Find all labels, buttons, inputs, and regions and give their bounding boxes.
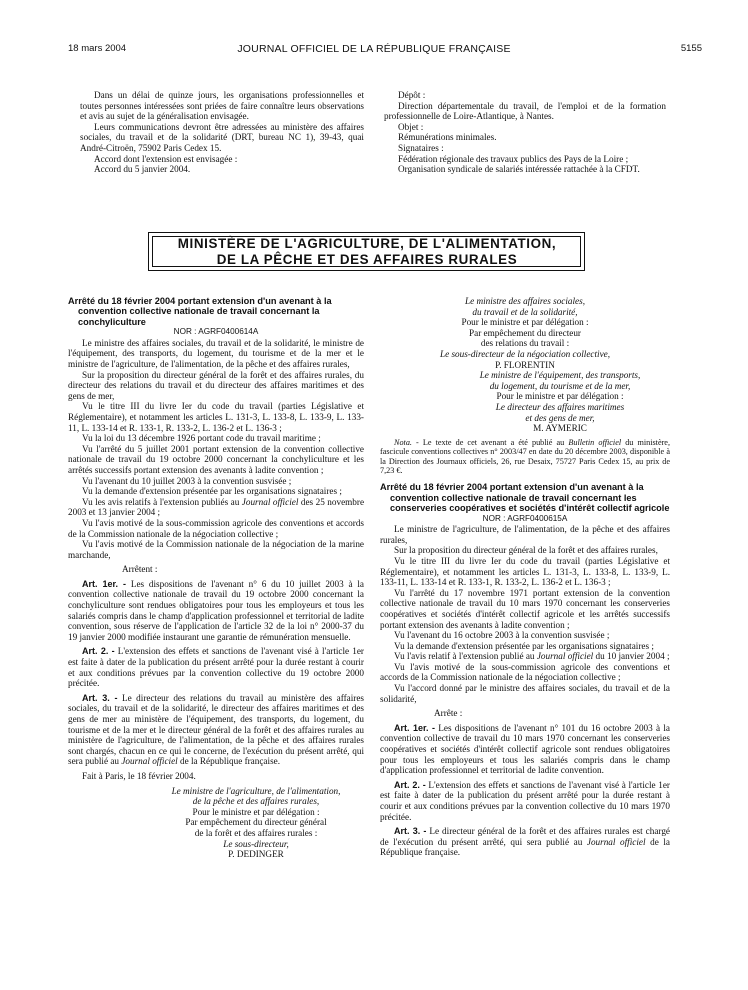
top-right-section	[384, 90, 666, 175]
paragraph: Accord dont l'extension est envisagée :	[94, 153, 238, 164]
signature-line: Le ministre de l'équipement, des transports,	[479, 370, 641, 381]
depot-text: Direction départementale du travail, de l'emploi et de la formation professionnelle de Loire-Atlantique, à Nantes.	[384, 100, 666, 122]
paragraph: Vu l'avenant du 16 octobre 2003 à la convention susvisée ;	[394, 630, 610, 641]
article-3	[68, 693, 364, 767]
signature-line: Par empêchement du directeur	[469, 327, 581, 338]
paragraph: Vu l'avis motivé de la Commission nationale de la négociation de la marine marchande,	[68, 539, 364, 560]
article-label: Art. 2. -	[82, 646, 115, 657]
signature-block	[68, 786, 364, 860]
article-text: Le directeur des relations du travail au ministère des affaires sociales, du travail et de la solidarité, le directeur des affaires maritimes et des gens de mer au ministère de l'équipement, des transports, du logement, du tourisme et de la mer et le directeur général de la forêt et des affaires rurales au ministère de l'agriculture, de l'alimentation, de la pêche et des affaires rurales sont chargés, chacun en ce qui le concerne, de l'exécution du présent arrêté, qui sera publié au	[68, 692, 364, 767]
signature-line: Par empêchement du directeur général	[185, 817, 327, 828]
signataire: Organisation syndicale de salariés intéressée rattachée à la CFDT.	[398, 164, 640, 175]
paragraph: Vu la loi du 13 décembre 1926 portant code du travail maritime ;	[82, 433, 321, 444]
text: des 25 novembre 2003 et 13 janvier 2004 ;	[68, 496, 365, 518]
text: de la République française.	[380, 836, 670, 858]
arrete2-title: Arrêté du 18 février 2004 portant extension d'un avenant à la convention collective nationale de travail concernant les conserveries coopératives et sociétés d'intérêt collectif agricole	[380, 482, 670, 514]
signature-line: Le sous-directeur de la négociation collective,	[439, 348, 611, 359]
text: de la République française.	[177, 756, 281, 767]
nota-label: Nota. -	[394, 437, 419, 447]
paragraph: Dans un délai de quinze jours, les organisations professionnelles et toutes personnes intéressées sont priées de faire connaître leurs observations et avis au sujet de la généralisation envisagée.	[80, 90, 364, 122]
right-column	[380, 296, 670, 858]
article-label: Art. 1er. -	[82, 578, 127, 589]
signature-line: du travail et de la solidarité,	[472, 306, 578, 317]
fait-a-paris: Fait à Paris, le 18 février 2004.	[82, 770, 196, 781]
arretent: Arrêtent :	[122, 564, 158, 575]
signature-block	[380, 296, 670, 370]
depot-label: Dépôt :	[398, 90, 426, 100]
signature-line: Pour le ministre et par délégation :	[496, 391, 624, 402]
article-label: Art. 1er. -	[394, 722, 435, 733]
paragraph: Vu l'avis motivé de la sous-commission agricole des conventions et accords de la Commission nationale de la négociation collective ;	[380, 661, 670, 683]
article-text: Les dispositions de l'avenant n° 101 du 16 octobre 2003 à la convention collective de travail du 10 mars 1970 concernant les conserveries coopératives et sociétés d'intérêt collectif agricole sont rendues obligatoires pour tous les employeurs et tous les salariés compris dans le champ d'application professionnel et territorial de ladite convention.	[380, 722, 670, 776]
article-label: Art. 2. -	[394, 779, 426, 790]
signature-line: Le directeur des affaires maritimes	[495, 401, 625, 412]
signataire: Fédération régionale des travaux publics des Pays de la Loire ;	[398, 153, 629, 164]
objet-label: Objet :	[398, 121, 424, 132]
text: Journal officiel	[586, 836, 646, 847]
article-3	[380, 826, 670, 858]
paragraph: Vu l'arrêté du 17 novembre 1971 portant extension de la convention collective nationale de travail du 10 mars 1970 concernant les conserveries coopératives et sociétés d'intérêt collectif agricole et les arrêtés successifs portant extension des avenants à ladite convention ;	[380, 587, 670, 630]
nota	[380, 438, 670, 476]
paragraph: Vu le titre III du livre Ier du code du travail (parties Législative et Réglementaire), et notamment les articles L. 131-3, L. 133-8, L. 133-9, L. 133-11, L. 133-14 et R. 133-1, R. 133-2, L. 136-2 et L. 136-3 ;	[380, 555, 670, 588]
paragraph	[68, 497, 364, 518]
text: du 10 janvier 2004 ;	[593, 651, 670, 662]
signatory: M. AYMERIC	[533, 423, 587, 434]
paragraph: Le ministre de l'agriculture, de l'alimentation, de la pêche et des affaires rurales,	[380, 524, 670, 545]
signature-line: et des gens de mer,	[525, 412, 595, 423]
signature-line: Pour le ministre et par délégation :	[192, 806, 320, 817]
paragraph: Vu la demande d'extension présentée par les organisations signataires ;	[394, 640, 654, 651]
article-1	[380, 723, 670, 776]
paragraph: Vu le titre III du livre Ier du code du travail (parties Législative et Réglementaire), et notamment les articles L. 131-3, L. 133-8, L. 133-9, L. 133-11, L. 133-14 et R. 133-1, R. 133-2, L. 136-2 et L. 136-3 ;	[68, 401, 364, 433]
article-label: Art. 3. -	[394, 826, 427, 837]
page-number: 5155	[680, 43, 702, 54]
top-left-section	[80, 90, 364, 175]
paragraph: Sur la proposition du directeur général de la forêt et des affaires rurales,	[394, 545, 658, 556]
arrete1-title: Arrêté du 18 février 2004 portant extension d'un avenant à la convention collective nationale de travail concernant la conchyliculture	[68, 296, 332, 327]
text: du ministère, fascicule conventions collectives n° 2003/47 en date du 20 décembre 2003, disponible à la Direction des Journaux officiels, 26, rue Desaix, 75727 Paris Cedex 15, au prix de 7,23 €.	[380, 437, 670, 475]
article-2	[380, 780, 670, 822]
arrete2-nor: NOR : AGRF0400615A	[482, 513, 568, 523]
ministry-title-line: DE LA PÊCHE ET DES AFFAIRES RURALES	[216, 251, 518, 267]
text: Journal officiel	[121, 756, 178, 767]
signataires-label: Signataires :	[398, 142, 444, 153]
text: Le texte de cet avenant a été publié au	[418, 437, 569, 447]
arrete1-nor: NOR : AGRF0400614A	[173, 327, 259, 337]
signatory: P. FLORENTIN	[495, 359, 555, 370]
signature-line: du logement, du tourisme et de la mer,	[489, 380, 631, 391]
ministry-title	[0, 236, 734, 267]
header-date: 18 mars 2004	[68, 43, 127, 54]
paragraph: Le ministre des affaires sociales, du travail et de la solidarité, le ministre de l'équipement, des transports, du logement, du tourisme et de la mer et le ministre de l'agriculture, de l'alimentation, de la pêche et des affaires rurales,	[68, 337, 364, 369]
signature-line: Le ministre des affaires sociales,	[464, 296, 586, 306]
article-text: Les dispositions de l'avenant n° 6 du 10 juillet 2003 à la convention collective nationale de travail du 19 octobre 2000 concernant la conchyliculture sont rendues obligatoires pour tous les employeurs et tous les salariés compris dans le champ d'application professionnel et territorial de ladite convention, sous réserve de l'application de l'article 32 de la loi n° 2000-37 du 19 janvier 2000 modifiée instaurant une garantie de rémunération mensuelle.	[68, 578, 365, 642]
paragraph: Leurs communications devront être adressées au ministère des affaires sociales, du travail et de la solidarité (DRT, bureau NC 1), 39-43, quai André-Citroën, 75902 Paris Cedex 15.	[80, 121, 364, 153]
journal-title: JOURNAL OFFICIEL DE LA RÉPUBLIQUE FRANÇAISE	[237, 43, 511, 55]
arrete1-column	[68, 296, 364, 860]
signature-line: Le ministre de l'agriculture, de l'alimentation,	[171, 785, 341, 796]
ministry-title-line: MINISTÈRE DE L'AGRICULTURE, DE L'ALIMENTATION,	[177, 236, 557, 251]
article-text: Le directeur général de la forêt et des affaires rurales est chargé de l'exécution du présent arrêté, qui sera publié au	[380, 826, 670, 847]
paragraph: Vu l'arrêté du 5 juillet 2001 portant extension de la convention collective nationale de travail du 19 octobre 2000 concernant la conchyliculture et les arrêtés successifs portant extension des avenants à ladite convention ;	[68, 443, 364, 475]
text: Vu l'avis relatif à l'extension publié au	[394, 651, 537, 662]
signature-line: de la forêt et des affaires rurales :	[194, 827, 318, 838]
signatory: P. DEDINGER	[228, 849, 284, 860]
objet-text: Rémunérations minimales.	[398, 132, 497, 143]
article-text: L'extension des effets et sanctions de l'avenant visé à l'article 1er est faite à dater de la publication du présent arrêté pour la durée restant à courir et aux conditions prévues par la convention collective du 19 octobre 2000 précitée.	[68, 646, 364, 689]
paragraph: Accord du 5 janvier 2004.	[94, 164, 191, 175]
signature-line: de la pêche et des affaires rurales,	[192, 796, 320, 807]
article-1	[68, 579, 364, 643]
paragraph: Sur la proposition du directeur général de la forêt et des affaires rurales, du directeur des relations du travail et du directeur des affaires maritimes et des gens de mer,	[68, 369, 364, 401]
text: Journal officiel	[536, 651, 594, 662]
paragraph: Vu l'avenant du 10 juillet 2003 à la convention susvisée ;	[82, 475, 292, 486]
article-label: Art. 3. -	[82, 692, 118, 703]
text: Vu les avis relatifs à l'extension publiés au	[82, 496, 242, 507]
signature-line: Le sous-directeur,	[223, 838, 289, 849]
article-2	[68, 646, 364, 688]
text: Journal officiel	[241, 496, 299, 507]
text: Bulletin officiel	[568, 437, 622, 447]
paragraph: Vu l'accord donné par le ministre des affaires sociales, du travail et de la solidarité,	[380, 683, 670, 704]
signature-line: des relations du travail :	[480, 338, 570, 349]
arrete: Arrête :	[434, 708, 463, 719]
paragraph: Vu l'avis motivé de la sous-commission agricole des conventions et accords de la Commission nationale de la négociation collective ;	[68, 517, 364, 539]
article-text: L'extension des effets et sanctions de l'avenant visé à l'article 1er est faite à dater de la publication du présent arrêté pour la durée restant à courir et aux conditions prévues par la convention collective du 10 mars 1970 précitée.	[380, 779, 670, 822]
signature-line: Pour le ministre et par délégation :	[461, 317, 589, 328]
paragraph: Vu la demande d'extension présentée par les organisations signataires ;	[82, 486, 342, 497]
paragraph	[380, 651, 670, 662]
signature-block	[380, 370, 670, 434]
